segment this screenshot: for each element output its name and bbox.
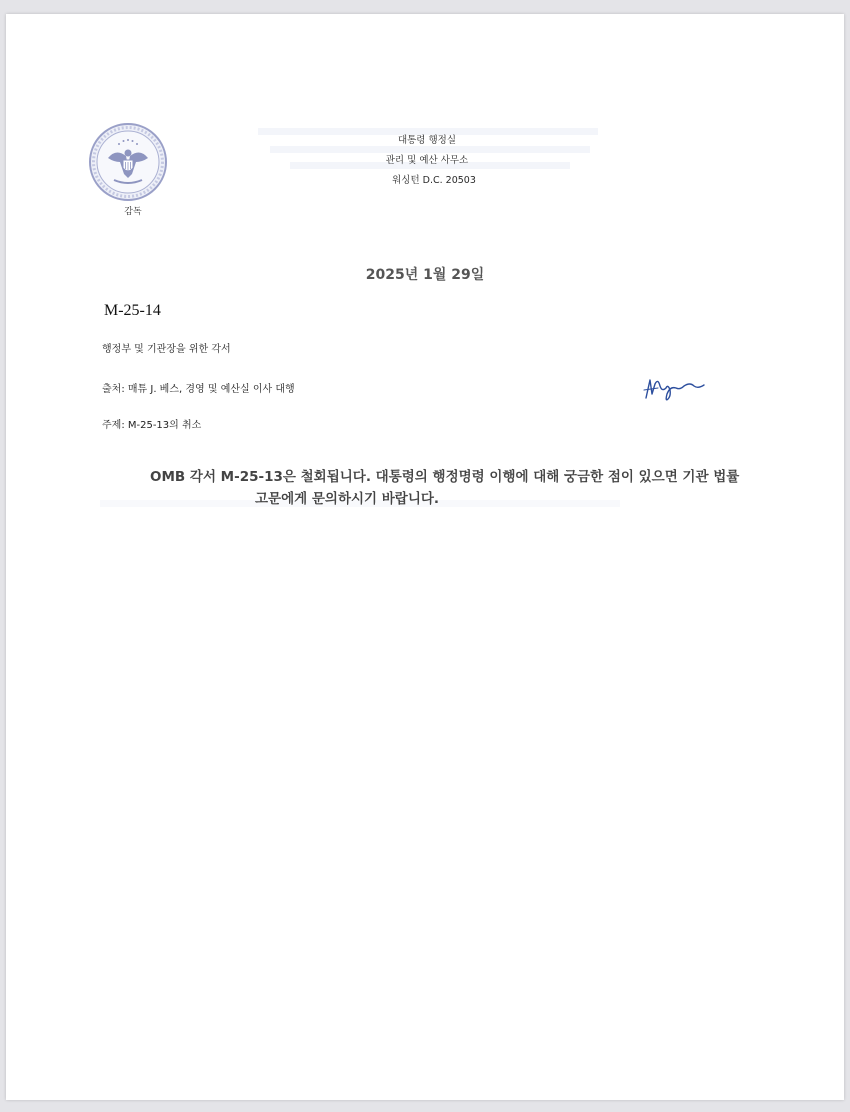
memo-subject: 주제: M-25-13의 취소 <box>102 420 202 431</box>
letterhead-department: 관리 및 예산 사무소 <box>385 155 469 166</box>
memo-date: 2025년 1월 29일 <box>365 267 485 283</box>
memo-body <box>150 466 750 510</box>
memo-body-line: OMB 각서 M-25-13은 철회됩니다. 대통령의 행정명령 이행에 대해 궁금한 점이 있으면 기관 법률 <box>150 469 740 485</box>
memo-number: M-25-14 <box>104 302 161 319</box>
presidential-seal-icon <box>88 122 168 202</box>
memo-body-line: 고문에게 문의하시기 바랍니다. <box>255 491 440 507</box>
letterhead <box>327 131 527 191</box>
letterhead-office: 대통령 행정실 <box>397 135 457 146</box>
seal-caption: 감독 <box>124 207 142 217</box>
letterhead-address: 워싱턴 D.C. 20503 <box>392 175 476 186</box>
memo-addressee: 행정부 및 기관장을 위한 각서 <box>102 344 231 355</box>
memo-from: 출처: 매튜 J. 베스, 경영 및 예산실 이사 대행 <box>102 384 295 395</box>
handwritten-signature-icon <box>640 372 710 404</box>
